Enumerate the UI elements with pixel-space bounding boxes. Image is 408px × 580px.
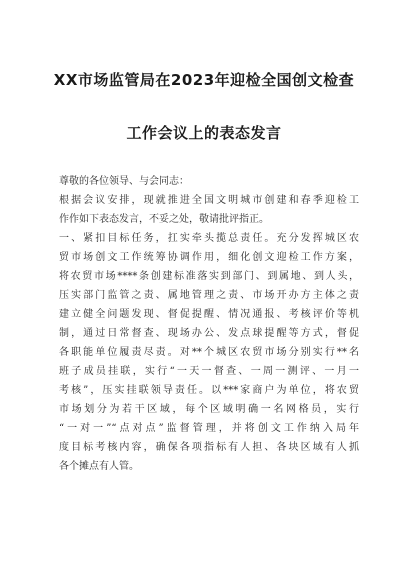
body-line: 作作如下表态发言，不妥之处，敬请批评指正。 [59, 214, 269, 225]
body-line: 根据会议安排，现就推进全国文明城市创建和春季迎检工 [59, 195, 359, 206]
body-line: 度目标考核内容，确保各项指标有人担、各块区域有人抓 [59, 442, 359, 453]
body-line: 班子成员挂联，实行“一天一督查、一周一测评、一月一 [59, 366, 359, 377]
body-line: 制，通过日常督查、现场办公、发点球提醒等方式，督促 [59, 328, 359, 339]
body-line: 压实部门监管之责、属地管理之责、市场开办方主体之责 [59, 290, 359, 301]
body-line: 考核”，压实挂联领导责任。以***家商户为单位，将农贸 [59, 385, 359, 396]
body-line: 各个摊点有人管。 [59, 461, 139, 472]
section-heading-line: 一、紧扣目标任务，扛实牵头揽总责任。充分发挥城区农 [59, 233, 359, 244]
body-line: 建立健全问题发现、督促提醒、情况通报、考核评价等机 [59, 309, 359, 320]
body-line: 市场划分为若干区域，每个区域明确一名网格员，实行 [59, 404, 359, 415]
document-title-line-1: XX市场监管局在2023年迎检全国创文检查 [53, 71, 355, 89]
document-body [59, 172, 359, 476]
body-line: “一对一”“点对点”监督管理，并将创文工作纳入局年 [59, 423, 359, 434]
salutation-line: 尊敬的各位领导、与会同志： [59, 176, 189, 187]
document-title-line-2: 工作会议上的表态发言 [126, 124, 282, 142]
body-line: 将农贸市场****条创建标准落实到部门、到属地、到人头， [59, 271, 359, 282]
body-line: 各职能单位履责尽责。对**个城区农贸市场分别实行**名 [59, 347, 359, 358]
body-line: 贸市场创文工作统筹协调作用，细化创文迎检工作方案， [59, 252, 359, 263]
